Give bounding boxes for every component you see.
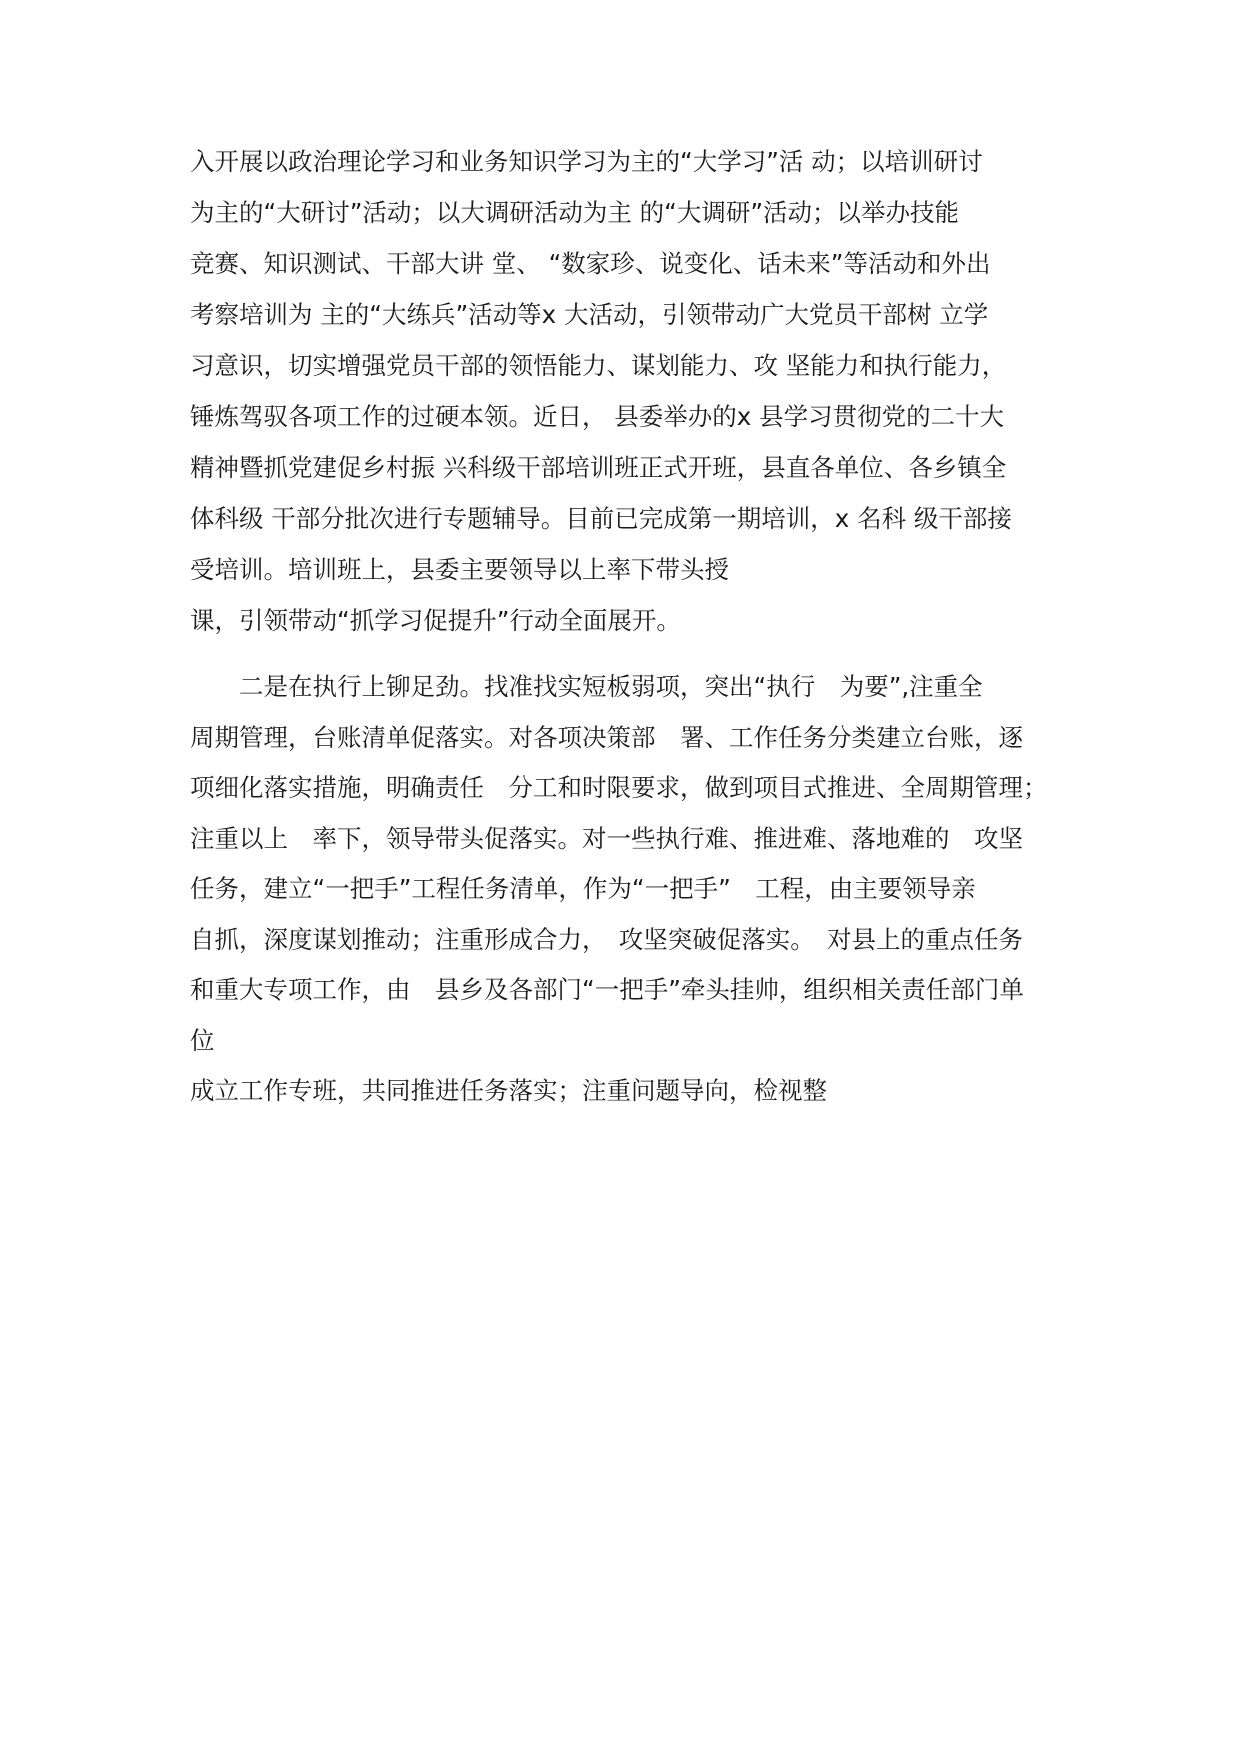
paragraph-line: 成立工作专班，共同推进任务落实；注重问题导向，检视整 (190, 1076, 827, 1105)
paragraph-line: 竞赛、知识测试、干部大讲 堂、 “数家珍、说变化、话未来”等活动和外出 (190, 249, 991, 278)
paragraph-line: 精神暨抓党建促乡村振 兴科级干部培训班正式开班，县直各单位、各乡镇全 (190, 453, 1007, 482)
paragraph-line: 二是在执行上铆足劲。找准找实短板弱项，突出“执行 为要”,注重全 (190, 672, 983, 701)
paragraph-line: 习意识，切实增强党员干部的领悟能力、谋划能力、攻 坚能力和执行能力， (190, 351, 1007, 380)
paragraph-line: 锤炼驾驭各项工作的过硬本领。近日， 县委举办的x 县学习贯彻党的二十大 (190, 402, 1005, 431)
paragraph-line: 任务，建立“一把手”工程任务清单，作为“一把手” 工程，由主要领导亲 (190, 874, 976, 903)
paragraph-line: 入开展以政治理论学习和业务知识学习为主的“大学习”活 动；以培训研讨 (190, 147, 983, 176)
paragraph-line: 为主的“大研讨”活动；以大调研活动为主 的“大调研”活动；以举办技能 (190, 198, 960, 227)
paragraph-line: 受培训。培训班上，县委主要领导以上率下带头授 (190, 555, 729, 584)
paragraph-line: 和重大专项工作，由 县乡及各部门“一把手”牵头挂帅，组织相关责任部门单 (190, 975, 1024, 1004)
paragraph-line: 自抓，深度谋划推动；注重形成合力， 攻坚突破促落实。 对县上的重点任务 (190, 924, 1023, 954)
paragraph-line: 体科级 干部分批次进行专题辅导。目前已完成第一期培训，x 名科 级干部接 (190, 504, 1012, 533)
paragraph-2 (190, 662, 1090, 1117)
paragraph-line: 课，引领带动“抓学习促提升”行动全面展开。 (190, 606, 681, 635)
paragraph-line: 考察培训为 主的“大练兵”活动等x 大活动，引领带动广大党员干部树 立学 (190, 300, 989, 329)
paragraph-line: 项细化落实措施，明确责任 分工和时限要求，做到项目式推进、全周期管理； (190, 773, 1048, 802)
paragraph-line: 位 (190, 1025, 215, 1055)
paragraph-line: 注重以上 率下，领导带头促落实。对一些执行难、推进难、落地难的 攻坚 (190, 823, 1023, 853)
paragraph-1 (190, 136, 1090, 646)
paragraph-line: 周期管理，台账清单促落实。对各项决策部 署、工作任务分类建立台账，逐 (190, 722, 1023, 752)
